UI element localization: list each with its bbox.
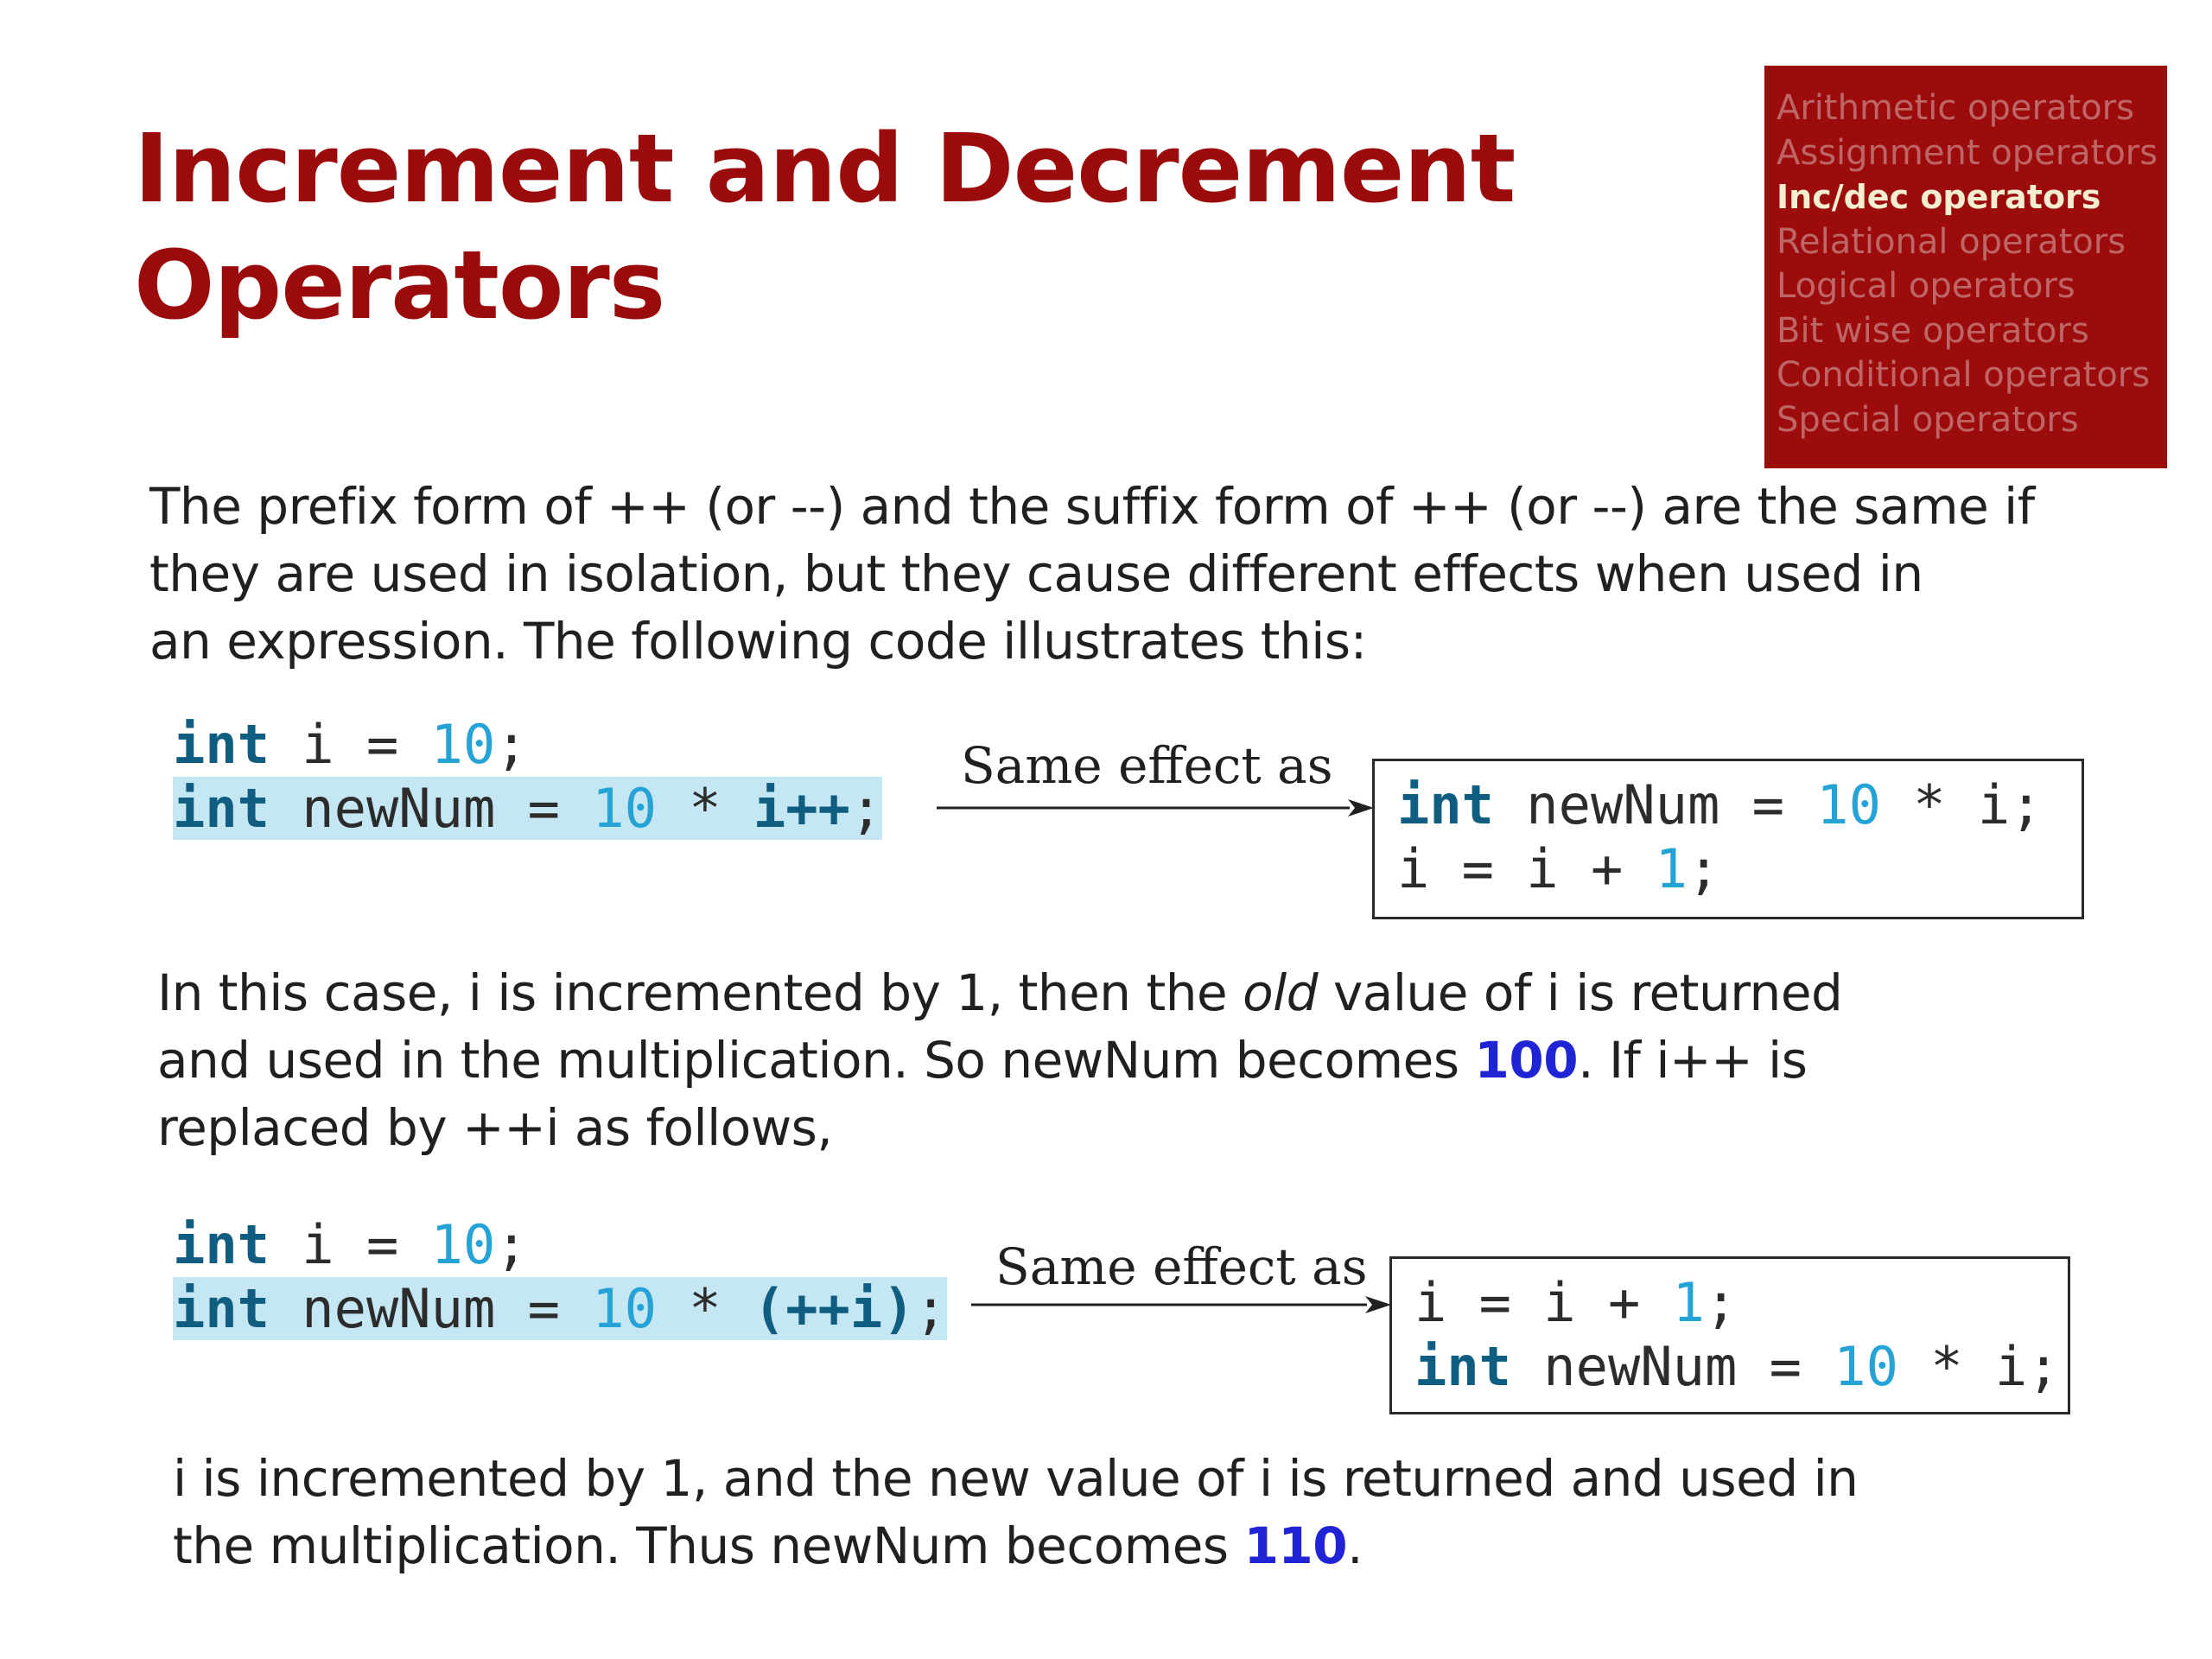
code-number: 10 — [592, 1277, 657, 1340]
keyword-int: int — [173, 1213, 270, 1276]
title-line-2: Operators — [134, 230, 665, 340]
explain1-line-1 — [157, 959, 1842, 1027]
text: value of i is returned — [1318, 963, 1843, 1022]
nav-item-logical[interactable]: Logical operators — [1777, 266, 2075, 306]
intro-paragraph — [149, 473, 2035, 675]
code-number: 10 — [430, 713, 496, 776]
code-text: ; — [1704, 1271, 1738, 1334]
nav-item-special[interactable]: Special operators — [1777, 399, 2079, 440]
code-number: 1 — [1655, 837, 1688, 900]
intro-line-2: they are used in isolation, but they cause different effects when used in — [149, 544, 1923, 603]
code-text: i = — [269, 1213, 431, 1276]
intro-line-3: an expression. The following code illustrates this: — [149, 612, 1367, 671]
arrow-right-icon — [971, 1292, 1391, 1318]
code-number: 10 — [1816, 773, 1881, 836]
result-value-100: 100 — [1474, 1031, 1579, 1090]
result-value-110: 110 — [1243, 1516, 1348, 1575]
code-text: newNum = — [1510, 1335, 1834, 1398]
equivalent-code-2 — [1414, 1271, 2060, 1399]
nav-item-arithmetic[interactable]: Arithmetic operators — [1777, 88, 2134, 128]
equivalent-code-box-2 — [1389, 1256, 2070, 1414]
code-text: newNum = — [269, 777, 593, 840]
code-highlight — [173, 1277, 947, 1340]
code-example-postfix — [173, 713, 882, 841]
keyword-int: int — [173, 1277, 270, 1340]
slide-title — [134, 111, 1515, 344]
topic-navigation — [1764, 66, 2167, 468]
code-text: ; — [914, 1277, 947, 1340]
emphasis-old: old — [1243, 963, 1319, 1022]
code-line — [1414, 1271, 2060, 1335]
explanation-paragraph-1 — [157, 959, 1842, 1161]
explain2-line-1: i is incremented by 1, and the new value of i is returned and used in — [173, 1449, 1859, 1508]
code-text: ; — [849, 777, 883, 840]
code-text: i = i + — [1414, 1271, 1673, 1334]
text: the multiplication. Thus newNum becomes — [173, 1516, 1244, 1575]
title-line-1: Increment and Decrement — [134, 113, 1516, 224]
nav-item-inc-dec[interactable]: Inc/dec operators — [1777, 178, 2101, 216]
code-number: 1 — [1672, 1271, 1705, 1334]
explain2-line-2 — [173, 1512, 1858, 1580]
keyword-int: int — [173, 777, 270, 840]
code-text: newNum = — [1493, 773, 1817, 836]
keyword-int: int — [1414, 1335, 1511, 1398]
nav-item-assignment[interactable]: Assignment operators — [1777, 132, 2158, 173]
code-text: * i; — [1897, 1335, 2060, 1398]
code-number: 10 — [430, 1213, 496, 1276]
code-line-declare-i — [173, 713, 882, 777]
code-text: * i; — [1880, 773, 2043, 836]
code-prefix-expr: (++i) — [753, 1277, 915, 1340]
nav-item-conditional[interactable]: Conditional operators — [1777, 355, 2151, 395]
text: . — [1347, 1516, 1363, 1575]
code-line — [1397, 773, 2043, 837]
code-highlight — [173, 777, 882, 840]
code-text: i = i + — [1397, 837, 1656, 900]
code-text: newNum = — [269, 1277, 593, 1340]
nav-item-bitwise[interactable]: Bit wise operators — [1777, 310, 2089, 351]
intro-line-1: The prefix form of ++ (or --) and the suffix form of ++ (or --) are the same if — [149, 477, 2035, 536]
code-text: ; — [495, 713, 528, 776]
code-text: * — [656, 777, 753, 840]
code-text: i = — [269, 713, 431, 776]
code-text: ; — [495, 1213, 528, 1276]
explain1-line-2 — [157, 1027, 1842, 1094]
text: . If i++ is — [1578, 1031, 1808, 1090]
equivalent-code-box-1 — [1372, 759, 2084, 919]
code-line — [1397, 837, 2043, 901]
arrow-right-icon — [937, 795, 1374, 821]
code-number: 10 — [592, 777, 657, 840]
text: and used in the multiplication. So newNum becomes — [157, 1031, 1475, 1090]
code-line-prefix — [173, 1277, 947, 1341]
same-effect-label-1: Same effect as — [961, 736, 1333, 795]
text: In this case, i is incremented by 1, then the — [157, 963, 1243, 1022]
keyword-int: int — [173, 713, 270, 776]
keyword-int: int — [1397, 773, 1494, 836]
code-text: * — [656, 1277, 753, 1340]
code-line-postfix — [173, 777, 882, 841]
code-example-prefix — [173, 1213, 947, 1341]
code-line-declare-i — [173, 1213, 947, 1277]
explanation-paragraph-2 — [173, 1445, 1858, 1580]
code-number: 10 — [1834, 1335, 1898, 1398]
same-effect-label-2: Same effect as — [995, 1237, 1368, 1296]
code-line — [1414, 1335, 2060, 1399]
nav-item-relational[interactable]: Relational operators — [1777, 221, 2126, 262]
code-postfix-expr: i++ — [753, 777, 850, 840]
explain1-line-3: replaced by ++i as follows, — [157, 1098, 833, 1157]
code-text: ; — [1687, 837, 1720, 900]
equivalent-code-1 — [1397, 773, 2043, 901]
